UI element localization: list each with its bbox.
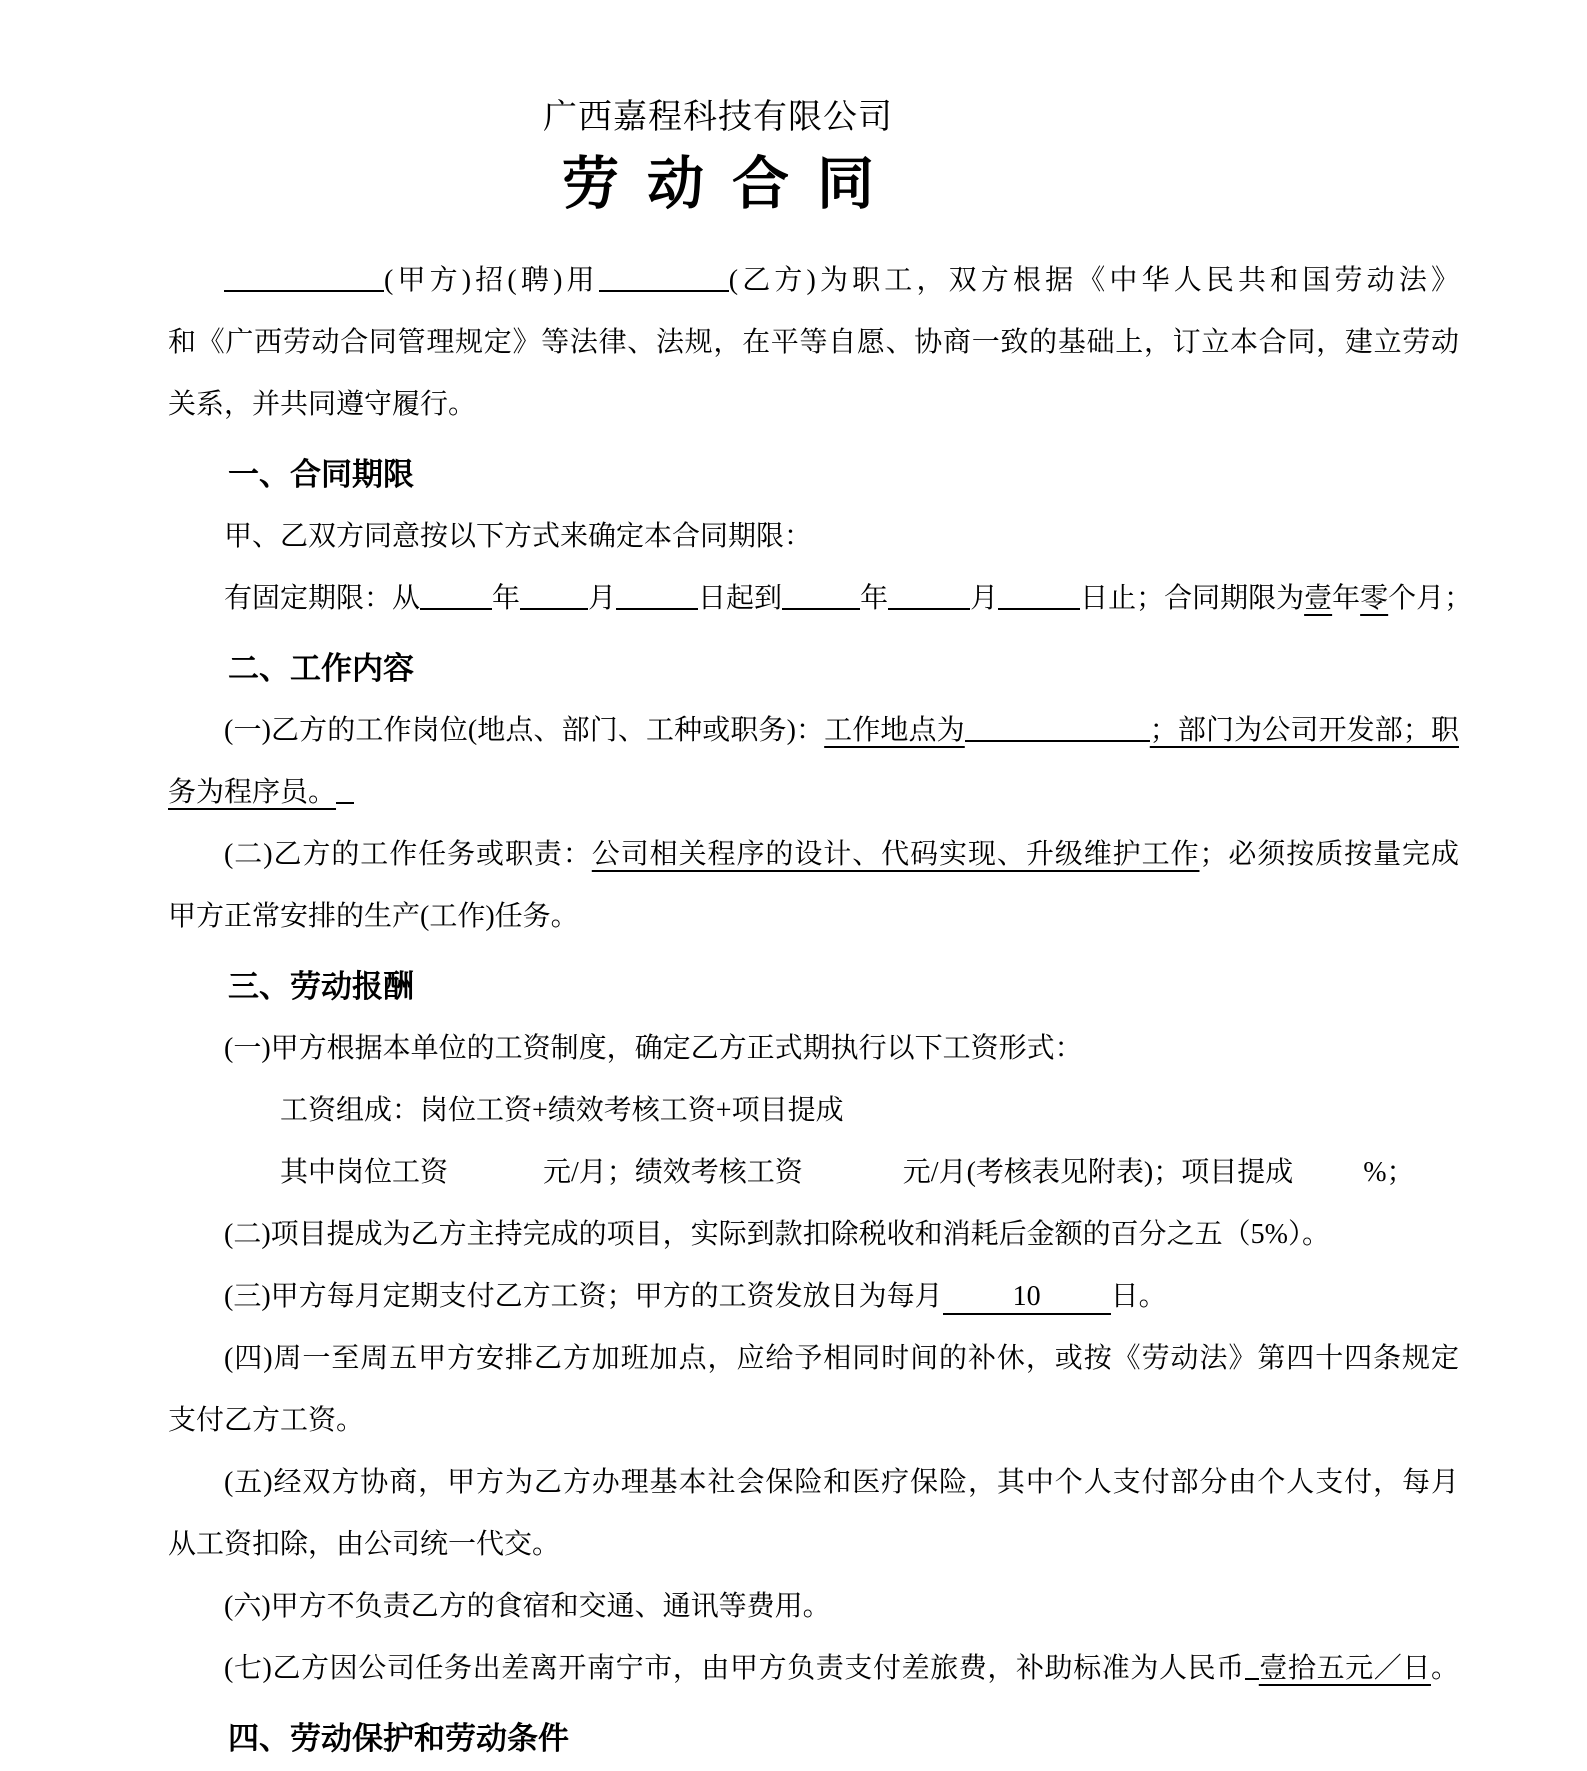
section-heading-labor-pay: 三、劳动报酬 — [228, 969, 414, 1004]
paragraph: 甲、乙双方同意按以下方式来确定本合同期限： — [224, 521, 813, 552]
paragraph-text: 。 — [1430, 1653, 1459, 1684]
day-blank-field — [616, 578, 698, 610]
term-months-value: 零 — [1360, 583, 1389, 614]
pay-day-filled-field: 10 — [943, 1281, 1111, 1315]
paragraph-text: 元/月；绩效考核工资 — [543, 1157, 803, 1188]
paragraph-text: (一)乙方的工作岗位(地点、部门、工种或职务)： — [224, 715, 825, 746]
paragraph-text: 其中岗位工资 — [280, 1157, 449, 1188]
commission-space — [1293, 1171, 1363, 1181]
document-title: 劳动合同 — [562, 152, 902, 216]
paragraph-text: 日起到 — [698, 583, 783, 614]
overtime-line-1: (四)周一至周五甲方安排乙方加班加点，应给予相同时间的补休，或按《劳动法》第四十四条规定 — [224, 1343, 1459, 1374]
paragraph-text: 年 — [860, 583, 889, 614]
travel-allowance-line — [168, 1638, 1459, 1700]
job-duty-value: 公司相关程序的设计、代码实现、升级维护工作 — [591, 839, 1200, 870]
term-years-value: 壹 — [1304, 583, 1333, 614]
work-location-label: 工作地点为 — [824, 715, 965, 746]
section-heading-contract-term: 一、合同期限 — [228, 457, 414, 492]
blank-field — [1245, 1648, 1259, 1680]
intro-line-1 — [168, 250, 1459, 312]
year-blank-field — [420, 578, 492, 610]
job-title-value: 务为程序员。 — [168, 777, 337, 808]
paragraph-text: 日。 — [1110, 1281, 1167, 1312]
paragraph-text: %； — [1363, 1157, 1415, 1188]
paragraph-text: 月 — [588, 583, 617, 614]
wage-amount-space — [803, 1171, 903, 1181]
insurance-line-2: 从工资扣除，由公司统一代交。 — [168, 1529, 561, 1560]
job-duty-line-2: 甲方正常安排的生产(工作)任务。 — [168, 901, 579, 932]
month-blank-field — [888, 578, 970, 610]
paragraph-text: (七)乙方因公司任务出差离开南宁市，由甲方负责支付差旅费，补助标准为人民币 — [224, 1653, 1245, 1684]
month-blank-field — [520, 578, 588, 610]
job-position-line-1 — [168, 700, 1459, 762]
section-heading-job-content: 二、工作内容 — [228, 651, 414, 686]
paragraph: (六)甲方不负责乙方的食宿和交通、通讯等费用。 — [224, 1591, 831, 1622]
paragraph-text: 有固定期限：从 — [224, 583, 421, 614]
paragraph-text: (二)乙方的工作任务或职责： — [224, 839, 592, 870]
wage-amount-line — [168, 1142, 1459, 1204]
paragraph-text: 元/月(考核表见附表)；项目提成 — [902, 1157, 1294, 1188]
intro-text: (乙方)为职工，双方根据《中华人民共和国劳动法》 — [728, 265, 1459, 296]
insurance-line-1: (五)经双方协商，甲方为乙方办理基本社会保险和医疗保险，其中个人支付部分由个人支付，每月 — [224, 1467, 1459, 1498]
intro-line-3: 关系，并共同遵守履行。 — [168, 389, 477, 420]
document-header — [168, 0, 1268, 222]
paragraph: (一)甲方根据本单位的工资制度，确定乙方正式期执行以下工资形式： — [224, 1033, 1083, 1064]
paragraph-text: ；必须按质按量完成 — [1199, 839, 1459, 870]
year-blank-field — [782, 578, 860, 610]
section-heading-labor-protection: 四、劳动保护和劳动条件 — [228, 1721, 569, 1756]
wage-composition-line: 工资组成：岗位工资+绩效考核工资+项目提成 — [280, 1095, 844, 1126]
company-name: 广西嘉程科技有限公司 — [543, 99, 893, 136]
work-location-blank-field — [965, 710, 1150, 742]
day-blank-field — [998, 578, 1080, 610]
department-value: ；部门为公司开发部；职 — [1149, 715, 1459, 746]
party-b-blank-field — [599, 260, 729, 292]
job-duty-line-1 — [168, 824, 1459, 886]
wage-amount-space — [448, 1171, 543, 1181]
paragraph-text: (三)甲方每月定期支付乙方工资；甲方的工资发放日为每月 — [224, 1281, 943, 1312]
paragraph-text: 月 — [970, 583, 999, 614]
paragraph-text: 年 — [1332, 583, 1361, 614]
allowance-filled-value: 壹拾五元／日 — [1258, 1653, 1431, 1684]
blank-field — [336, 772, 354, 804]
job-position-line-2 — [168, 762, 1459, 824]
party-a-blank-field — [224, 260, 384, 292]
intro-text: (甲方)招(聘)用 — [384, 265, 599, 296]
pay-day-line — [168, 1266, 1459, 1328]
paragraph: (二)项目提成为乙方主持完成的项目，实际到款扣除税收和消耗后金额的百分之五（5%）。 — [224, 1219, 1330, 1250]
paragraph-text: 日止；合同期限为 — [1080, 583, 1305, 614]
intro-line-2: 和《广西劳动合同管理规定》等法律、法规，在平等自愿、协商一致的基础上，订立本合同，建立劳动 — [168, 327, 1459, 358]
paragraph-text: 个月； — [1388, 583, 1473, 614]
paragraph-text: 年 — [492, 583, 521, 614]
overtime-line-2: 支付乙方工资。 — [168, 1405, 365, 1436]
document-body — [0, 250, 1587, 1770]
fixed-term-line — [168, 568, 1473, 630]
